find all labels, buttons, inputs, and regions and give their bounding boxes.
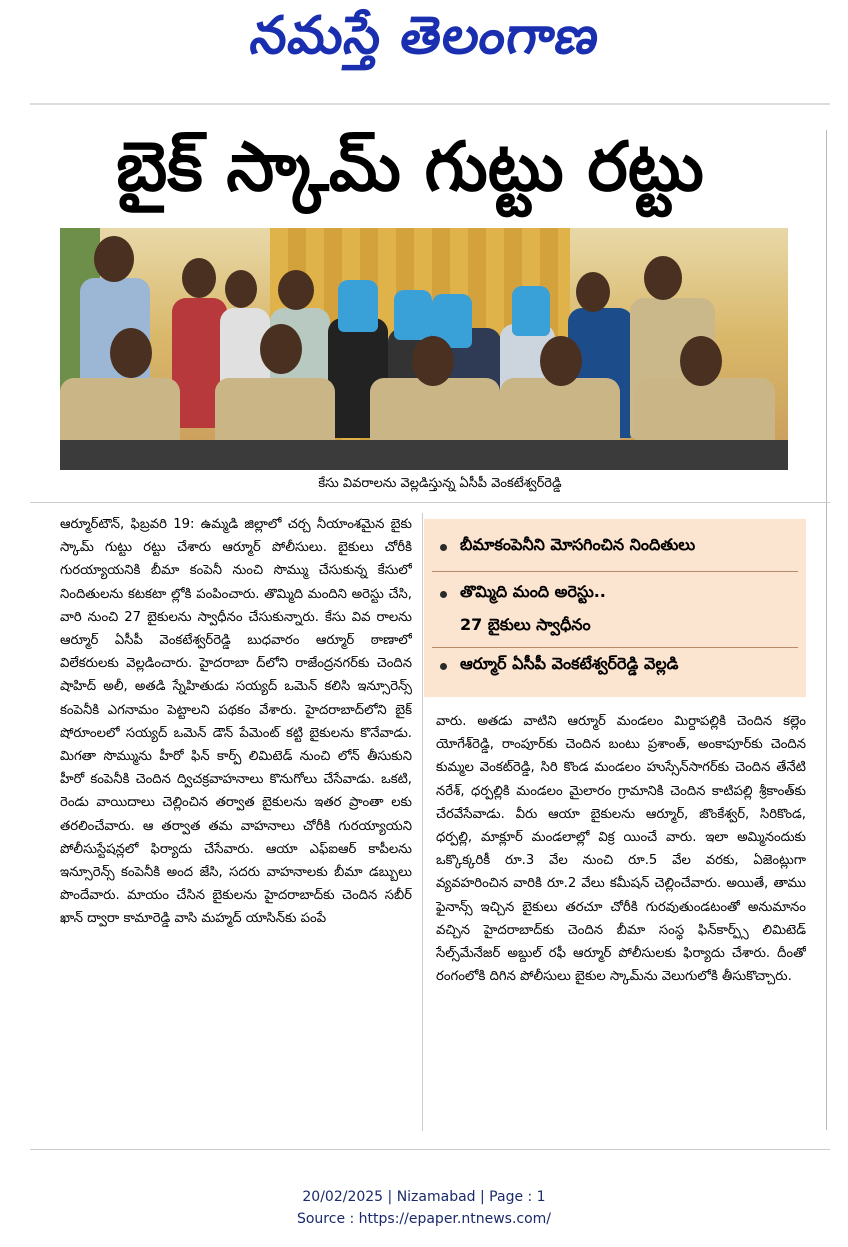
photo-table-mics <box>60 440 788 470</box>
covered-face <box>394 290 432 340</box>
headline: బైక్ స్కామ్ గుట్టు రట్టు <box>116 128 704 207</box>
news-photo <box>60 228 788 470</box>
column-divider <box>422 513 423 1131</box>
bullet-icon <box>440 663 447 670</box>
footer-date-line: 20/02/2025 | Nizamabad | Page : 1 <box>302 1189 546 1205</box>
masthead <box>0 0 848 80</box>
top-divider <box>30 103 830 105</box>
highlight-item: 27 బైకులు స్వాధీనం <box>460 615 591 634</box>
highlight-separator <box>432 647 798 648</box>
highlights-box <box>424 519 806 697</box>
highlight-item: తొమ్మిది మంది అరెస్టు.. <box>460 582 606 601</box>
photo-caption: కేసు వివరాలను వెల్లడిస్తున్న ఏసీపీ వెంకటేశ్వర్‌రెడ్డి <box>318 476 562 491</box>
article-text-right: వారు. అతడు వాటిని ఆర్మూర్ మండలం మిర్దాపల్లికి చెందిన కల్లెం యోగేశ్‌రెడ్డి, రాంపూర్‌కు చెందిన బంటు ప్రశాంత్, అంకాపూర్‌కు చెందిన కుమ్మల వెంకట్‌రెడ్డి, సిరి కొండ మండలం హుస్సేన్‌సాగర్‌కు చెందిన తేనేటి నరేశ్, ధర్పల్లికి మండలం మైలారం గ్రామానికి చెందిన కాటిపల్లి శ్రీకాంత్‌కు చేరవేసేవాడు. వీరు ఆయా బైకులను ఆర్మూర్, జొంకేశ్వర్, సిరికొండ, ధర్పల్లి, మాక్లూర్ మండలాల్లో విక్ర యించే వారు. ఇలా అమ్మినందుకు ఒక్కొక్కరికీ రూ.3 వేల నుంచి రూ.5 వేల వరకు, ఏజెంట్లుగా వ్యవహరించిన వారికి రూ.2 వేలు కమీషన్ చెల్లించేవారు. అయితే, తాము ఫైనాన్స్ ఇచ్చిన బైకులు తరచూ చోరీకి గురవుతుండటంతో అనుమానం వచ్చిన హైదరాబాద్‌కు చెందిన బీమా సంస్థ ఫిన్‌కార్ప్స్ లిమిటెడ్ సేల్స్‌మేనేజర్ అబ్దుల్ రఫీ ఆర్మూర్ పోలీసులకు ఫిర్యాదు చేశారు. దీంతో రంగంలోకి దిగిన పోలీసులు బైకుల స్కామ్‌ను వెలుగులోకి తీసుకొచ్చారు. <box>436 714 806 985</box>
newspaper-logo: నమస్తే తెలంగాణ <box>246 6 604 66</box>
covered-face <box>338 280 378 332</box>
highlight-item: ఆర్మూర్ ఏసీపీ వెంకటేశ్వర్‌రెడ్డి వెల్లడి <box>460 654 679 673</box>
bullet-icon <box>440 544 447 551</box>
highlight-item: బీమాకంపెనీని మోసగించిన నిందితులు <box>460 535 696 554</box>
page-footer <box>0 1186 848 1230</box>
caption-divider <box>30 502 830 503</box>
highlight-separator <box>432 571 798 572</box>
footer-source-line: Source : https://epaper.ntnews.com/ <box>296 1211 552 1227</box>
covered-face <box>512 286 550 336</box>
bottom-divider <box>30 1149 830 1150</box>
article-column-right <box>436 710 806 1130</box>
article-column-left <box>60 513 412 1131</box>
article-text-left: ఆర్మూర్‌టౌన్, ఫిబ్రవరి 19: ఉమ్మడి జిల్లాలో చర్చ నీయాంశమైన బైకు స్కామ్ గుట్టు రట్టు చేశారు ఆర్మూర్ పోలీసులు. బైకులు చోరీకి గురయ్యాయనికి బీమా కంపెనీ నుంచి సొమ్ము చేసుకున్న కేసులో నిందితులను కటకటా ల్లోకి పంపించారు. తొమ్మిది మందిని అరెస్టు చేసి, వారి నుంచి 27 బైకులను స్వాధీనం చేసుకున్నారు. కేసు వివ రాలను ఆర్మూర్ ఏసీపీ వెంకటేశ్వర్‌రెడ్డి బుధవారం ఆర్మూర్ ఠాణాలో విలేకరులకు వెల్లడించారు. హైదరాబా ద్‌లోని రాజేంద్రనగర్‌కు చెందిన షాహిద్ అలీ, అతడి స్నేహితుడు సయ్యద్ ఒమెన్ కలిసి ఇన్సూరెన్స్ కంపెనీకి ఎగనామం పెట్టాలని పథకం వేశారు. హైదరాబాద్‌లోని బైక్ షోరూంలలో సయ్యద్ ఒమెన్ డౌన్ పేమెంట్ కట్టి బైకులను కొనేవాడు. మిగతా సొమ్మును హీరో ఫిన్ కార్ప్ లిమిటెడ్ నుంచి లోన్ తీసుకుని హీరో కంపెనీకి చెందిన ద్విచక్రవాహనాలు కొనుగోలు చేసేవాడు. ఒకటి, రెండు వాయిదాలు చెల్లించిన తర్వాత బైకులను ఇతర ప్రాంతా లకు తరలించేవారు. ఆ తర్వాత తమ వాహనాలు చోరీకి గురయ్యాయని పోలీసుస్టేషన్లలో ఫిర్యాదు చేసేవారు. ఆయా ఎఫ్‌ఐఆర్ కాపీలను ఇన్సూరెన్స్ కంపెనీకి అంద జేసి, సదరు వాహనాలకు బీమా డబ్బులు పొందేవారు. మాయం చేసిన బైకులను హైదరాబాద్‌కు చెందిన సబీర్ ఖాన్ ద్వారా కామారెడ్డి వాసి మహ్మద్ యాసిన్‌కు పంపే <box>60 517 412 927</box>
bullet-icon <box>440 591 447 598</box>
page-edge-line <box>826 130 827 1130</box>
